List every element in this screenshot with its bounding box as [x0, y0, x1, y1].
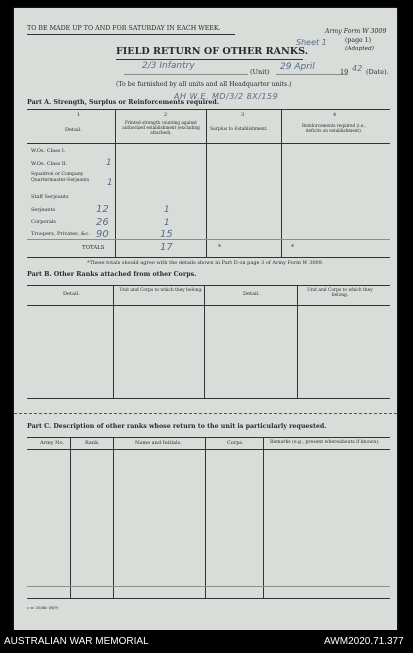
- part-a-col-line-2: [206, 110, 207, 257]
- form-title-underline: [116, 59, 303, 60]
- part-b-header-unit-1: Unit and Corps to which they belong.: [119, 288, 203, 293]
- year-label: 19: [340, 68, 349, 76]
- footer-accession-number: AWM2020.71.377: [324, 636, 404, 647]
- totals-footnote: *These totals should agree with the details shown in Part D on page 3 of Army Form W 3009.: [87, 260, 324, 266]
- part-b-header-detail-1: Detail.: [63, 291, 80, 297]
- part-c-top-rule: [27, 437, 390, 438]
- part-b-bottom-rule: [27, 398, 390, 399]
- part-a-header-printed-strength: Printed strength counting against authorized establishment (excluding attached).: [122, 120, 200, 135]
- part-c-col-line-4: [263, 438, 264, 598]
- totals-label: TOTALS: [82, 245, 105, 251]
- part-a-col-number-2: 2: [164, 112, 168, 118]
- part-a-col-number-3: 3: [241, 112, 245, 118]
- value-troopers: 90: [96, 229, 109, 240]
- value-wo-class-2: 1: [106, 158, 112, 168]
- handwritten-unit: 2/3 Infantry: [142, 61, 195, 71]
- part-a-header-reinforcements: Reinforcements required (i.e., deficits on establishment).: [301, 123, 366, 133]
- part-c-col-line-1: [70, 438, 71, 598]
- date-label: (Date).: [366, 68, 389, 76]
- part-a-col-line-3: [281, 110, 282, 257]
- totals-value: 17: [160, 242, 173, 253]
- part-a-col-number-1: 1: [77, 112, 81, 118]
- unit-line: [124, 74, 248, 75]
- part-b-header-unit-2: Unit and Corps to which they belong.: [307, 288, 373, 299]
- furnished-note: (To be furnished by all units and all Headquarter units.): [116, 81, 292, 88]
- part-a-header-rule: [27, 143, 390, 144]
- part-c-row-rule-1: [27, 586, 390, 587]
- totals-star-surplus: *: [218, 244, 221, 251]
- part-b-top-rule: [27, 285, 390, 286]
- row-label-cqms: Squadron or Company Quartermaster-Serjeants: [31, 172, 90, 183]
- handwritten-year: 42: [352, 64, 363, 73]
- value-serjeants: 12: [96, 204, 109, 215]
- row-label-wo-class-2: W.Os. Class II.: [31, 161, 68, 167]
- row-label-troopers: Troopers, Privates, &c.: [31, 231, 90, 237]
- value-corporals-printed: 1: [164, 218, 170, 228]
- part-a-heading: Part A. Strength, Surplus or Reinforcements required.: [27, 99, 220, 106]
- part-a-top-rule: [27, 109, 390, 110]
- part-c-header-name: Name and Initials.: [135, 440, 182, 446]
- part-c-header-corps: Corps.: [227, 440, 244, 446]
- part-a-header-detail: Detail.: [65, 127, 82, 133]
- form-adapted: (Adapted): [345, 46, 375, 52]
- part-a-col-line-1: [115, 110, 116, 257]
- handwritten-establishment-ref: AH W.E. MD/3/2 8X/159: [174, 92, 279, 101]
- top-note: TO BE MADE UP TO AND FOR SATURDAY IN EACH WEEK.: [27, 25, 221, 32]
- part-a-col-number-4: 4: [333, 112, 337, 118]
- part-c-col-line-3: [205, 438, 206, 598]
- date-line: [276, 74, 348, 75]
- part-b-col-line-2: [204, 286, 205, 398]
- row-label-serjeants: Serjeants: [31, 207, 56, 213]
- perforation-line: [14, 413, 397, 414]
- part-c-bottom-rule: [27, 598, 390, 599]
- footer-institution: AUSTRALIAN WAR MEMORIAL: [4, 636, 149, 647]
- part-b-header-detail-2: Detail.: [243, 291, 260, 297]
- value-troopers-printed: 15: [160, 229, 173, 240]
- part-c-header-rank: Rank.: [85, 440, 100, 446]
- top-note-underline: [27, 34, 235, 35]
- value-serjeants-printed: 1: [164, 205, 170, 215]
- part-a-header-surplus: Surplus to Establishment.: [210, 127, 268, 132]
- handwritten-sheet-number: Sheet 1: [296, 38, 327, 47]
- printer-code: c.w. 30/ldc (R/9): [27, 605, 59, 610]
- part-b-heading: Part B. Other Ranks attached from other Corps.: [27, 271, 197, 278]
- handwritten-date: 29 April: [280, 62, 315, 72]
- part-b-header-rule: [27, 305, 390, 306]
- part-a-row-rule: [27, 239, 390, 240]
- part-c-header-remarks: Remarks (e.g., present whereabouts if known).: [270, 440, 380, 445]
- row-label-staff-serjeants: Staff Serjeants: [31, 194, 69, 200]
- unit-label: (Unit): [250, 68, 270, 76]
- row-label-corporals: Corporals: [31, 219, 56, 225]
- part-c-col-line-2: [113, 438, 114, 598]
- footer-bar: [0, 630, 413, 653]
- part-a-bottom-rule: [27, 257, 390, 258]
- value-cqms: 1: [107, 178, 113, 188]
- totals-star-reinforcements: *: [291, 244, 294, 251]
- row-label-wo-class-1: W.Os. Class I.: [31, 148, 66, 154]
- form-page: [14, 8, 397, 630]
- part-b-col-line-3: [297, 286, 298, 398]
- part-c-header-army-no: Army No.: [40, 440, 65, 446]
- form-page-number: (page 1): [345, 37, 372, 44]
- form-number: Army Form W 3009: [325, 28, 387, 35]
- value-corporals: 26: [96, 217, 109, 228]
- part-c-header-rule: [27, 449, 390, 450]
- form-title: FIELD RETURN OF OTHER RANKS.: [116, 46, 309, 57]
- part-b-col-line-1: [113, 286, 114, 398]
- part-c-heading: Part C. Description of other ranks whose return to the unit is particularly requested.: [27, 423, 327, 430]
